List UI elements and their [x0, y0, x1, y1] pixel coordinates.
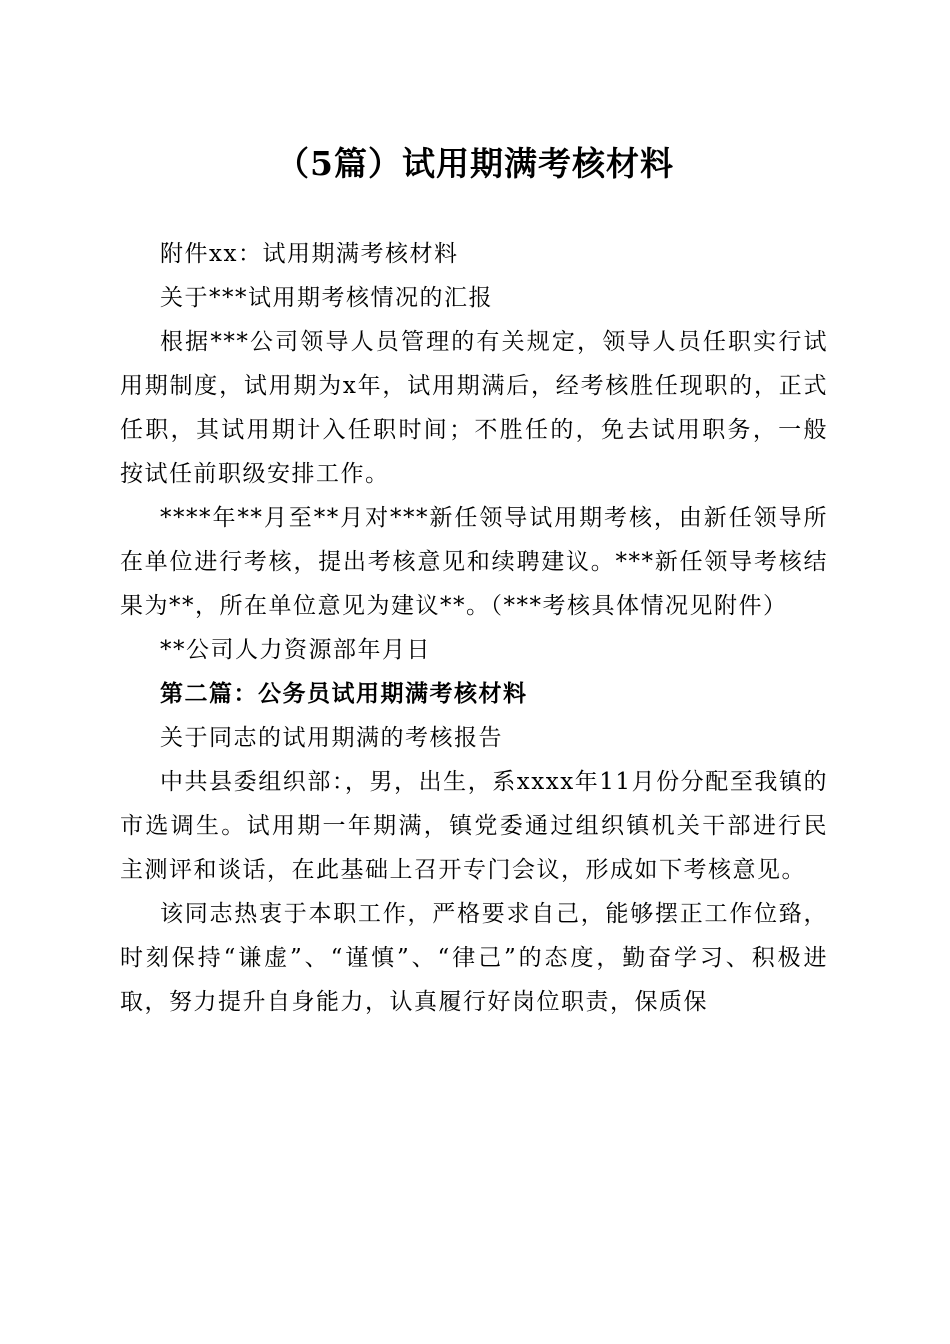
- paragraph-attachment-label: 附件xx：试用期满考核材料: [160, 241, 459, 267]
- paragraph-assessment: ****年**月至**月对***新任领导试用期考核，由新任领导所在单位进行考核，提出考核意见和续聘建议。***新任领导考核结果为**，所在单位意见为建议**。（***考核具体情况见附件）: [120, 505, 828, 619]
- paragraph-recipient: 中共县委组织部：，男，出生，系xxxx年11月份分配至我镇的市选调生。试用期一年期满，镇党委通过组织镇机关干部进行民主测评和谈话，在此基础上召开专门会议，形成如下考核意见。: [120, 769, 828, 883]
- paragraph-report-heading: 关于同志的试用期满的考核报告: [160, 725, 503, 751]
- paragraph-report-title: 关于***试用期考核情况的汇报: [160, 285, 493, 311]
- document-body: [120, 232, 828, 1024]
- paragraph-regulation: 根据***公司领导人员管理的有关规定，领导人员任职实行试用期制度，试用期为x年，试用期满后，经考核胜任现职的，正式任职，其试用期计入任职时间；不胜任的，免去试用职务，一般按试任前职级安排工作。: [120, 329, 828, 487]
- document-title: （5篇）试用期满考核材料: [276, 144, 674, 183]
- section-heading-part-two: 第二篇：公务员试用期满考核材料: [160, 680, 528, 707]
- paragraph-evaluation: 该同志热衷于本职工作，严格要求自己，能够摆正工作位臵，时刻保持“谦虚”、“谨慎”、“律己”的态度，勤奋学习、积极进取，努力提升自身能力，认真履行好岗位职责，保质保: [120, 901, 828, 1015]
- paragraph-signature: **公司人力资源部年月日: [160, 637, 431, 663]
